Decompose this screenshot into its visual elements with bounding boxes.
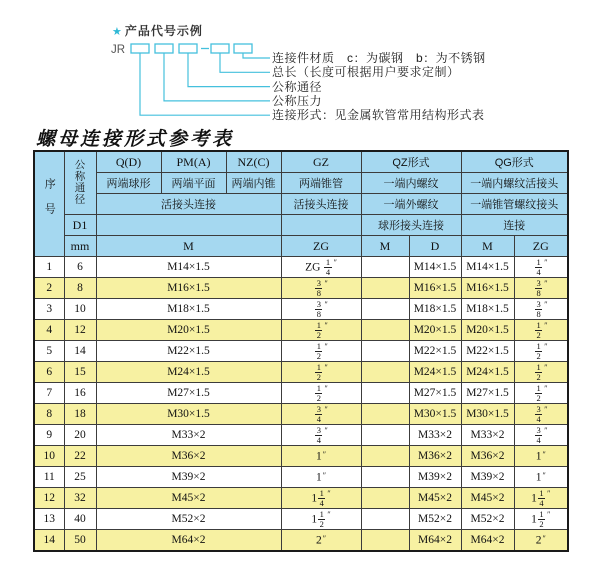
header-serial bbox=[34, 151, 64, 257]
header-empty-cell bbox=[281, 215, 361, 236]
serial-cell: 11 bbox=[34, 467, 64, 488]
qz-d-cell: M14×1.5 bbox=[409, 257, 461, 278]
callout-line bbox=[164, 53, 270, 101]
header-gz-unit: ZG bbox=[281, 236, 361, 257]
qz-m-cell bbox=[361, 467, 409, 488]
qg-zg-cell bbox=[514, 341, 568, 362]
qz-d-cell: M27×1.5 bbox=[409, 383, 461, 404]
thread-size-value: $\frac{1}{2}$ ″ bbox=[316, 361, 328, 382]
callout-label: 总长（长度可根据用户要求定制） bbox=[272, 65, 460, 80]
thread-size-value: 2″ bbox=[315, 533, 327, 547]
m-cell: M24×1.5 bbox=[96, 362, 281, 383]
callout-label: 连接形式：见金属软管常用结构形式表 bbox=[272, 108, 485, 123]
thread-size-value: $\frac{1}{4}$ ″ bbox=[536, 256, 548, 277]
gz-cell bbox=[281, 404, 361, 425]
code-prefix: JR bbox=[111, 44, 126, 56]
code-box bbox=[179, 44, 197, 53]
qg-m-cell: M52×2 bbox=[461, 509, 514, 530]
header-qg-connect: 连接 bbox=[461, 215, 568, 236]
callout-lines bbox=[140, 53, 270, 115]
qz-d-cell: M22×1.5 bbox=[409, 341, 461, 362]
dn-cell: 8 bbox=[64, 278, 96, 299]
qz-m-cell bbox=[361, 509, 409, 530]
thread-size-value: 1 $\frac{1}{2}$ ″ bbox=[311, 508, 331, 529]
diagram-labels bbox=[272, 51, 486, 122]
header-qz-unit-d: D bbox=[409, 236, 461, 257]
qz-m-cell bbox=[361, 320, 409, 341]
thread-size-value: $\frac{3}{4}$ ″ bbox=[536, 403, 548, 424]
table-row bbox=[34, 446, 568, 467]
serial-cell: 14 bbox=[34, 530, 64, 552]
table-row bbox=[34, 383, 568, 404]
table-row bbox=[34, 425, 568, 446]
dn-cell: 10 bbox=[64, 299, 96, 320]
qz-d-cell: M16×1.5 bbox=[409, 278, 461, 299]
m-cell: M20×1.5 bbox=[96, 320, 281, 341]
qg-m-cell: M22×1.5 bbox=[461, 341, 514, 362]
qz-m-cell bbox=[361, 257, 409, 278]
serial-cell: 2 bbox=[34, 278, 64, 299]
thread-size-value: 1″ bbox=[535, 470, 546, 484]
gz-cell bbox=[281, 425, 361, 446]
header-qz-unit-m: M bbox=[361, 236, 409, 257]
header-mm: mm bbox=[64, 236, 96, 257]
thread-size-value: ZG $\frac{1}{4}$ ″ bbox=[305, 256, 337, 277]
dn-cell: 6 bbox=[64, 257, 96, 278]
serial-cell: 4 bbox=[34, 320, 64, 341]
star-icon: ★ bbox=[112, 26, 123, 38]
product-code-diagram bbox=[110, 38, 276, 122]
thread-size-value: $\frac{1}{2}$ ″ bbox=[536, 319, 548, 340]
qg-zg-cell bbox=[514, 488, 568, 509]
qg-m-cell: M16×1.5 bbox=[461, 278, 514, 299]
qg-m-cell: M39×2 bbox=[461, 467, 514, 488]
qg-m-cell: M64×2 bbox=[461, 530, 514, 552]
header-diameter-label: 公称通径 bbox=[73, 158, 86, 205]
header-qg: QG形式 bbox=[461, 151, 568, 173]
thread-size-value: $\frac{1}{2}$ ″ bbox=[316, 382, 328, 403]
thread-size-value: $\frac{3}{4}$ ″ bbox=[536, 424, 548, 445]
qz-d-cell: M64×2 bbox=[409, 530, 461, 552]
dn-cell: 25 bbox=[64, 467, 96, 488]
table-header bbox=[34, 151, 568, 257]
serial-cell: 13 bbox=[34, 509, 64, 530]
table-row bbox=[34, 362, 568, 383]
gz-cell bbox=[281, 488, 361, 509]
thread-size-value: 1 $\frac{1}{2}$ ″ bbox=[531, 508, 551, 529]
m-cell: M39×2 bbox=[96, 467, 281, 488]
thread-size-value: $\frac{1}{2}$ ″ bbox=[316, 319, 328, 340]
table-row bbox=[34, 278, 568, 299]
callout-label: 公称通径 bbox=[272, 79, 323, 94]
header-qz-desc2: 一端外螺纹 bbox=[361, 194, 461, 215]
qz-d-cell: M24×1.5 bbox=[409, 362, 461, 383]
m-cell: M64×2 bbox=[96, 530, 281, 552]
gz-cell bbox=[281, 446, 361, 467]
header-gz-connect: 活接头连接 bbox=[281, 194, 361, 215]
dn-cell: 15 bbox=[64, 362, 96, 383]
qz-m-cell bbox=[361, 488, 409, 509]
thread-size-value: $\frac{3}{8}$ ″ bbox=[536, 277, 548, 298]
dn-cell: 22 bbox=[64, 446, 96, 467]
m-cell: M22×1.5 bbox=[96, 341, 281, 362]
header-q-desc: 两端球形 bbox=[96, 173, 161, 194]
qg-zg-cell bbox=[514, 383, 568, 404]
m-cell: M33×2 bbox=[96, 425, 281, 446]
code-boxes bbox=[131, 44, 252, 53]
qz-d-cell: M36×2 bbox=[409, 446, 461, 467]
thread-size-value: 1″ bbox=[315, 470, 327, 484]
dn-cell: 50 bbox=[64, 530, 96, 552]
qz-d-cell: M45×2 bbox=[409, 488, 461, 509]
gz-cell bbox=[281, 278, 361, 299]
header-pm: PM(A) bbox=[161, 151, 226, 173]
table-row bbox=[34, 320, 568, 341]
qz-d-cell: M33×2 bbox=[409, 425, 461, 446]
qz-m-cell bbox=[361, 299, 409, 320]
qg-zg-cell bbox=[514, 530, 568, 552]
qz-d-cell: M52×2 bbox=[409, 509, 461, 530]
code-box bbox=[155, 44, 173, 53]
header-pm-desc: 两端平面 bbox=[161, 173, 226, 194]
qz-m-cell bbox=[361, 383, 409, 404]
gz-cell bbox=[281, 530, 361, 552]
thread-size-value: $\frac{1}{2}$ ″ bbox=[536, 340, 548, 361]
code-box bbox=[234, 44, 252, 53]
diagram-title-text: 产品代号示例 bbox=[124, 24, 203, 38]
header-qz: QZ形式 bbox=[361, 151, 461, 173]
serial-cell: 1 bbox=[34, 257, 64, 278]
thread-size-value: 2″ bbox=[535, 533, 546, 547]
table-row bbox=[34, 488, 568, 509]
qz-m-cell bbox=[361, 530, 409, 552]
thread-size-value: 1″ bbox=[535, 449, 546, 463]
gz-cell bbox=[281, 362, 361, 383]
header-gz-desc: 两端锥管 bbox=[281, 173, 361, 194]
header-qg-unit-zg: ZG bbox=[514, 236, 568, 257]
callout-line bbox=[243, 53, 270, 58]
m-cell: M30×1.5 bbox=[96, 404, 281, 425]
qg-zg-cell bbox=[514, 425, 568, 446]
qg-zg-cell bbox=[514, 362, 568, 383]
dn-cell: 14 bbox=[64, 341, 96, 362]
qz-d-cell: M18×1.5 bbox=[409, 299, 461, 320]
diagram-title bbox=[112, 22, 203, 39]
dn-cell: 40 bbox=[64, 509, 96, 530]
qg-zg-cell bbox=[514, 257, 568, 278]
header-qz-desc: 一端内螺纹 bbox=[361, 173, 461, 194]
qz-d-cell: M39×2 bbox=[409, 467, 461, 488]
m-cell: M45×2 bbox=[96, 488, 281, 509]
qg-zg-cell bbox=[514, 404, 568, 425]
nut-connection-reference-table bbox=[33, 150, 569, 552]
qg-zg-cell bbox=[514, 467, 568, 488]
dn-cell: 16 bbox=[64, 383, 96, 404]
thread-size-value: $\frac{1}{2}$ ″ bbox=[536, 361, 548, 382]
header-nz-desc: 两端内锥 bbox=[226, 173, 281, 194]
qz-m-cell bbox=[361, 278, 409, 299]
thread-size-value: $\frac{3}{4}$ ″ bbox=[316, 403, 328, 424]
gz-cell bbox=[281, 257, 361, 278]
serial-cell: 7 bbox=[34, 383, 64, 404]
gz-cell bbox=[281, 509, 361, 530]
header-q: Q(D) bbox=[96, 151, 161, 173]
serial-cell: 10 bbox=[34, 446, 64, 467]
gz-cell bbox=[281, 383, 361, 404]
qz-d-cell: M30×1.5 bbox=[409, 404, 461, 425]
table-row bbox=[34, 509, 568, 530]
header-empty-cell bbox=[96, 215, 281, 236]
header-serial-label: 序号 bbox=[43, 177, 56, 228]
qg-m-cell: M14×1.5 bbox=[461, 257, 514, 278]
m-cell: M36×2 bbox=[96, 446, 281, 467]
qg-m-cell: M18×1.5 bbox=[461, 299, 514, 320]
callout-label: 连接件材质 c：为碳钢 b：为不锈钢 bbox=[272, 51, 486, 65]
code-box bbox=[131, 44, 149, 53]
header-qz-connect: 球形接头连接 bbox=[361, 215, 461, 236]
serial-cell: 8 bbox=[34, 404, 64, 425]
thread-size-value: $\frac{3}{8}$ ″ bbox=[536, 298, 548, 319]
header-gz: GZ bbox=[281, 151, 361, 173]
dn-cell: 18 bbox=[64, 404, 96, 425]
thread-size-value: 1 $\frac{1}{4}$ ″ bbox=[311, 487, 331, 508]
qz-m-cell bbox=[361, 446, 409, 467]
thread-size-value: 1″ bbox=[315, 449, 327, 463]
qg-zg-cell bbox=[514, 299, 568, 320]
m-cell: M52×2 bbox=[96, 509, 281, 530]
qg-zg-cell bbox=[514, 446, 568, 467]
qg-m-cell: M30×1.5 bbox=[461, 404, 514, 425]
qg-m-cell: M45×2 bbox=[461, 488, 514, 509]
callout-label: 公称压力 bbox=[272, 93, 323, 108]
qg-m-cell: M20×1.5 bbox=[461, 320, 514, 341]
serial-cell: 5 bbox=[34, 341, 64, 362]
thread-size-value: $\frac{1}{2}$ ″ bbox=[536, 382, 548, 403]
table-row bbox=[34, 257, 568, 278]
header-diameter bbox=[64, 151, 96, 215]
dn-cell: 20 bbox=[64, 425, 96, 446]
qz-m-cell bbox=[361, 404, 409, 425]
callout-line bbox=[140, 53, 270, 115]
qg-zg-cell bbox=[514, 509, 568, 530]
table-title: 螺母连接形式参考表 bbox=[36, 128, 235, 150]
table-row bbox=[34, 341, 568, 362]
m-cell: M18×1.5 bbox=[96, 299, 281, 320]
thread-size-value: 1 $\frac{1}{4}$ ″ bbox=[531, 487, 551, 508]
thread-size-value: $\frac{1}{2}$ ″ bbox=[316, 340, 328, 361]
header-union-connect: 活接头连接 bbox=[96, 194, 281, 215]
dn-cell: 12 bbox=[64, 320, 96, 341]
qg-zg-cell bbox=[514, 278, 568, 299]
qg-zg-cell bbox=[514, 320, 568, 341]
qg-m-cell: M24×1.5 bbox=[461, 362, 514, 383]
gz-cell bbox=[281, 341, 361, 362]
gz-cell bbox=[281, 320, 361, 341]
qg-m-cell: M27×1.5 bbox=[461, 383, 514, 404]
header-qg-desc: 一端内螺纹活接头 bbox=[461, 173, 568, 194]
header-d1: D1 bbox=[64, 215, 96, 236]
qz-m-cell bbox=[361, 362, 409, 383]
qz-m-cell bbox=[361, 341, 409, 362]
gz-cell bbox=[281, 299, 361, 320]
header-qg-unit-m: M bbox=[461, 236, 514, 257]
serial-cell: 6 bbox=[34, 362, 64, 383]
thread-size-value: $\frac{3}{8}$ ″ bbox=[316, 277, 328, 298]
header-qg-desc2: 一端锥管螺纹接头 bbox=[461, 194, 568, 215]
thread-size-value: $\frac{3}{4}$ ″ bbox=[316, 424, 328, 445]
header-nz: NZ(C) bbox=[226, 151, 281, 173]
m-cell: M14×1.5 bbox=[96, 257, 281, 278]
serial-cell: 9 bbox=[34, 425, 64, 446]
thread-size-value: $\frac{3}{8}$ ″ bbox=[316, 298, 328, 319]
qg-m-cell: M36×2 bbox=[461, 446, 514, 467]
qz-m-cell bbox=[361, 425, 409, 446]
gz-cell bbox=[281, 467, 361, 488]
qg-m-cell: M33×2 bbox=[461, 425, 514, 446]
code-box bbox=[211, 44, 229, 53]
table-row bbox=[34, 530, 568, 552]
m-cell: M16×1.5 bbox=[96, 278, 281, 299]
table-row bbox=[34, 299, 568, 320]
table-body bbox=[34, 257, 568, 552]
serial-cell: 12 bbox=[34, 488, 64, 509]
table-row bbox=[34, 404, 568, 425]
qz-d-cell: M20×1.5 bbox=[409, 320, 461, 341]
callout-line bbox=[220, 53, 270, 72]
m-cell: M27×1.5 bbox=[96, 383, 281, 404]
dn-cell: 32 bbox=[64, 488, 96, 509]
serial-cell: 3 bbox=[34, 299, 64, 320]
table-row bbox=[34, 467, 568, 488]
header-m-unit: M bbox=[96, 236, 281, 257]
